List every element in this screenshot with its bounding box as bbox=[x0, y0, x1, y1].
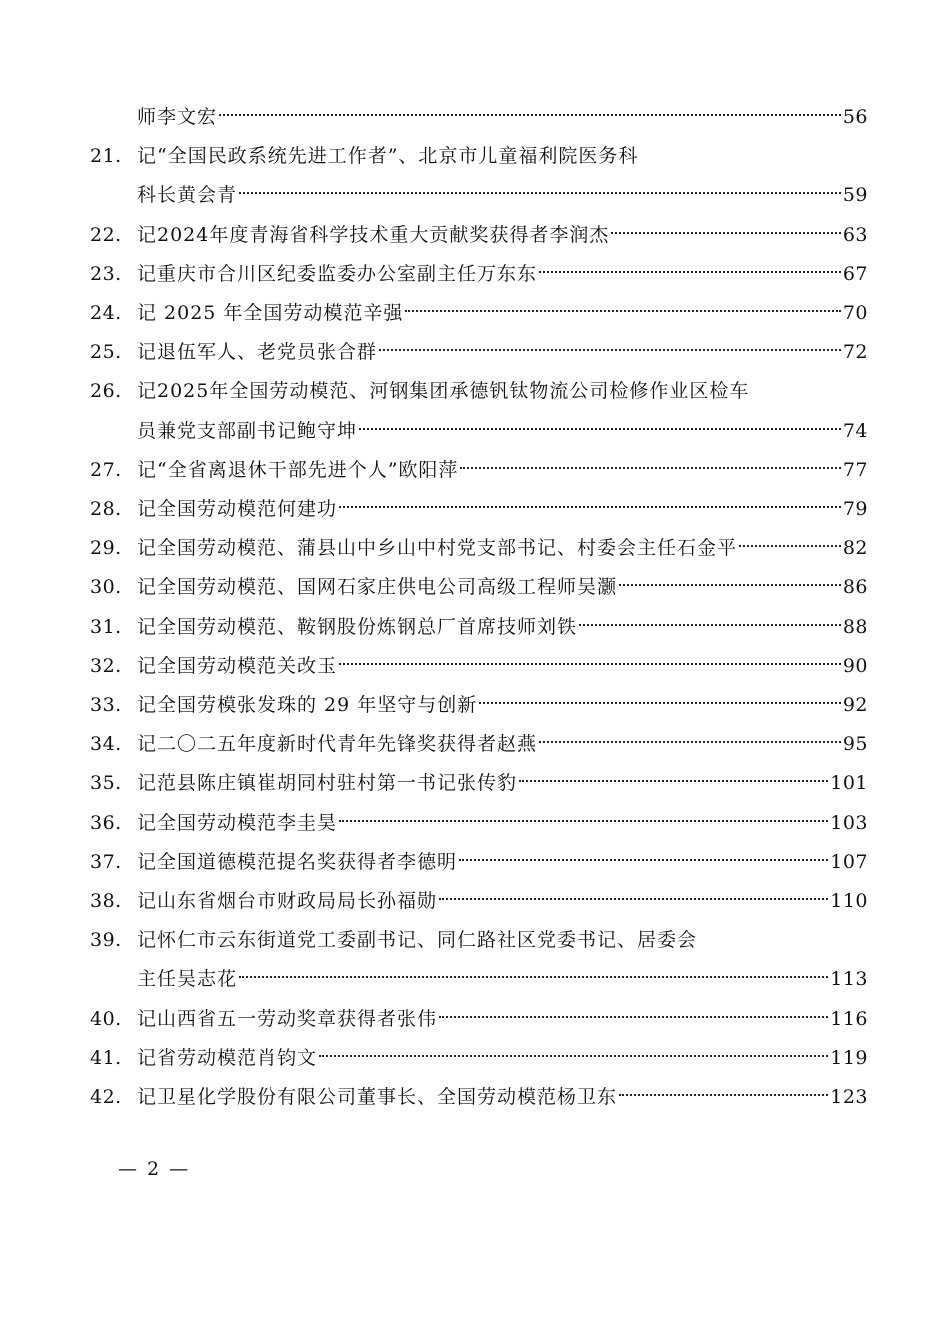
leader-dots bbox=[539, 741, 841, 743]
toc-entry[interactable] bbox=[0, 492, 950, 526]
toc-entry-number: 39. bbox=[90, 929, 122, 952]
toc-entry-title: 记卫星化学股份有限公司董事长、全国劳动模范杨卫东 bbox=[137, 1086, 618, 1108]
toc-entry-row bbox=[137, 257, 868, 291]
toc-entry-row bbox=[137, 296, 868, 330]
toc-page-number: 72 bbox=[842, 341, 868, 364]
toc-entry-number: 27. bbox=[90, 458, 122, 481]
toc-entry-number: 37. bbox=[90, 850, 122, 873]
toc-entry-number: 35. bbox=[90, 772, 122, 795]
toc-entry-title: 记全国劳动模范何建功 bbox=[137, 498, 338, 520]
toc-entry-row bbox=[137, 414, 868, 448]
leader-dots bbox=[619, 584, 841, 586]
toc-entry[interactable] bbox=[0, 218, 950, 252]
toc-entry-row bbox=[137, 453, 868, 487]
toc-entry-number: 30. bbox=[90, 576, 122, 599]
toc-entry[interactable] bbox=[0, 414, 950, 448]
toc-entry-number: 34. bbox=[90, 733, 122, 756]
leader-dots bbox=[460, 467, 840, 469]
toc-page-number: 88 bbox=[842, 615, 868, 638]
toc-entry[interactable] bbox=[0, 1041, 950, 1075]
toc-entry[interactable] bbox=[0, 727, 950, 761]
toc-entry-title: 记全国劳动模范、蒲县山中乡山中村党支部书记、村委会主任石金平 bbox=[137, 537, 738, 560]
leader-dots bbox=[519, 780, 828, 782]
leader-dots bbox=[239, 976, 828, 978]
toc-entry-title: 记省劳动模范肖钧文 bbox=[137, 1046, 318, 1069]
toc-entry[interactable] bbox=[0, 1080, 950, 1114]
toc-entry-line bbox=[0, 374, 950, 408]
leader-dots bbox=[339, 506, 841, 508]
toc-entry-row bbox=[137, 492, 868, 526]
toc-entry-number: 26. bbox=[90, 380, 122, 403]
toc-entry-number: 21. bbox=[90, 145, 122, 168]
toc-entry-title: 记二〇二五年度新时代青年先锋奖获得者赵燕 bbox=[137, 733, 538, 756]
toc-page-number: 103 bbox=[830, 811, 868, 834]
leader-dots bbox=[339, 663, 841, 665]
toc-entry[interactable] bbox=[0, 453, 950, 487]
toc-entry-title: 记重庆市合川区纪委监委办公室副主任万东东 bbox=[137, 262, 538, 285]
toc-entry-row bbox=[137, 178, 868, 212]
toc-entry[interactable] bbox=[0, 649, 950, 683]
toc-entry[interactable] bbox=[0, 766, 950, 800]
toc-page-number: 95 bbox=[842, 733, 868, 756]
toc-entry-title: 记全国劳模张发珠的 29 年坚守与创新 bbox=[137, 694, 478, 716]
toc-entry[interactable] bbox=[0, 610, 950, 644]
toc-entry-row bbox=[137, 766, 868, 800]
toc-entry-number: 38. bbox=[90, 890, 122, 912]
toc-page-number: 113 bbox=[830, 968, 868, 991]
toc-page-number: 116 bbox=[830, 1007, 868, 1030]
leader-dots bbox=[739, 545, 841, 547]
toc-entry-title: 记范县陈庄镇崔胡同村驻村第一书记张传豹 bbox=[137, 772, 518, 795]
toc-entry-title: 记全国劳动模范、国网石家庄供电公司高级工程师吴灏 bbox=[137, 576, 618, 599]
toc-entry-number: 25. bbox=[90, 341, 122, 364]
toc-entry-number: 24. bbox=[90, 302, 122, 324]
toc-entry[interactable] bbox=[0, 296, 950, 330]
toc-entry-number: 36. bbox=[90, 811, 122, 834]
toc-entry-number: 31. bbox=[90, 615, 122, 638]
toc-entry[interactable] bbox=[0, 1002, 950, 1036]
toc-entry[interactable] bbox=[0, 688, 950, 722]
toc-entry-row bbox=[137, 1002, 868, 1036]
toc-entry[interactable] bbox=[0, 178, 950, 212]
toc-entry-line bbox=[0, 923, 950, 957]
toc-entry[interactable] bbox=[0, 100, 950, 134]
toc-entry-row bbox=[137, 727, 868, 761]
leader-dots bbox=[339, 820, 828, 822]
toc-page-number: 63 bbox=[842, 223, 868, 246]
toc-entry-row bbox=[137, 688, 868, 722]
leader-dots bbox=[439, 1016, 828, 1018]
toc-entry-number: 40. bbox=[90, 1007, 122, 1030]
leader-dots bbox=[239, 192, 841, 194]
toc-entry[interactable] bbox=[0, 335, 950, 369]
toc-entry-line bbox=[0, 139, 950, 173]
toc-entry-title: 记怀仁市云东街道党工委副书记、同仁路社区党委书记、居委会 bbox=[137, 929, 698, 952]
toc-entry-number: 23. bbox=[90, 262, 122, 285]
leader-dots bbox=[405, 310, 840, 312]
toc-entry[interactable] bbox=[0, 845, 950, 879]
toc-entry-title: 员兼党支部副书记鲍守坤 bbox=[137, 419, 358, 442]
toc-entry-row bbox=[137, 335, 868, 369]
toc-entry-row bbox=[137, 531, 868, 565]
toc-entry-row bbox=[137, 806, 868, 840]
toc-entry[interactable] bbox=[0, 570, 950, 604]
toc-entry-row bbox=[137, 1080, 868, 1114]
toc-entry[interactable] bbox=[0, 531, 950, 565]
toc-page-number: 123 bbox=[830, 1086, 868, 1108]
leader-dots bbox=[539, 271, 841, 273]
page-number: — 2 — bbox=[118, 1158, 191, 1180]
toc-entry-title: 记全国道德模范提名奖获得者李德明 bbox=[137, 850, 458, 873]
toc-entry[interactable] bbox=[0, 806, 950, 840]
leader-dots bbox=[479, 702, 841, 704]
toc-page-number: 67 bbox=[842, 262, 868, 285]
leader-dots bbox=[379, 349, 841, 351]
leader-dots bbox=[611, 232, 840, 234]
leader-dots bbox=[459, 859, 828, 861]
toc-entry-number: 32. bbox=[90, 654, 122, 677]
toc-entry-title: 记2024年度青海省科学技术重大贡献奖获得者李润杰 bbox=[137, 223, 610, 246]
toc-entry-title: 记山西省五一劳动奖章获得者张伟 bbox=[137, 1007, 438, 1030]
toc-page-number: 101 bbox=[830, 772, 868, 795]
toc-entry-title: 记全国劳动模范李圭昊 bbox=[137, 811, 338, 834]
toc-entry-row bbox=[137, 884, 868, 918]
toc-page-number: 82 bbox=[842, 537, 868, 560]
toc-entry-title: 记 2025 年全国劳动模范辛强 bbox=[137, 302, 404, 324]
toc-entry-row bbox=[137, 962, 868, 996]
toc-entry[interactable] bbox=[0, 962, 950, 996]
toc-entry-number: 41. bbox=[90, 1046, 122, 1069]
toc-page-number: 79 bbox=[842, 498, 868, 520]
leader-dots bbox=[579, 624, 841, 626]
toc-page-number: 74 bbox=[842, 419, 868, 442]
toc-entry-row bbox=[137, 1041, 868, 1075]
toc-page-number: 59 bbox=[842, 184, 868, 207]
leader-dots bbox=[219, 114, 841, 116]
toc-entry-row bbox=[137, 649, 868, 683]
toc-page-number: 119 bbox=[830, 1046, 868, 1069]
toc-entry-title: 记山东省烟台市财政局局长孙福勋 bbox=[137, 890, 438, 912]
toc-page-number: 56 bbox=[842, 106, 868, 128]
toc-entry-row bbox=[137, 845, 868, 879]
toc-entry-title: 记退伍军人、老党员张合群 bbox=[137, 341, 378, 364]
toc-page-number: 77 bbox=[842, 458, 868, 481]
leader-dots bbox=[439, 898, 828, 900]
toc-page-number: 86 bbox=[842, 576, 868, 599]
leader-dots bbox=[319, 1055, 828, 1057]
toc-entry-row bbox=[137, 100, 868, 134]
toc-page-number: 110 bbox=[830, 890, 868, 912]
toc-entry[interactable] bbox=[0, 257, 950, 291]
toc-entry-number: 42. bbox=[90, 1086, 122, 1108]
toc-entry[interactable] bbox=[0, 884, 950, 918]
toc-entry-number: 33. bbox=[90, 694, 122, 716]
toc-entry-number: 22. bbox=[90, 223, 122, 246]
toc-entry-number: 28. bbox=[90, 498, 122, 520]
toc-entry-title: 科长黄会青 bbox=[137, 184, 238, 207]
toc-entry-title: 主任吴志花 bbox=[137, 968, 238, 991]
toc-page-number: 107 bbox=[830, 850, 868, 873]
toc-entry-number: 29. bbox=[90, 537, 122, 560]
leader-dots bbox=[359, 428, 841, 430]
toc-entry-title: 记2025年全国劳动模范、河钢集团承德钒钛物流公司检修作业区检车 bbox=[137, 380, 750, 403]
toc-entry-row bbox=[137, 610, 868, 644]
toc-entry-title: 记全国劳动模范、鞍钢股份炼钢总厂首席技师刘铁 bbox=[137, 615, 578, 638]
toc-entry-title: 记“全国民政系统先进工作者”、北京市儿童福利院医务科 bbox=[137, 145, 639, 168]
toc-entry-title: 师李文宏 bbox=[137, 106, 218, 128]
toc-entry-title: 记全国劳动模范关改玉 bbox=[137, 654, 338, 677]
toc-page-number: 90 bbox=[842, 654, 868, 677]
leader-dots bbox=[619, 1094, 828, 1096]
toc-page-number: 92 bbox=[842, 694, 868, 716]
toc-entry-row bbox=[137, 218, 868, 252]
toc-entry-title: 记“全省离退休干部先进个人”欧阳萍 bbox=[137, 458, 459, 481]
toc-entry-row bbox=[137, 570, 868, 604]
toc-page-number: 70 bbox=[842, 302, 868, 324]
